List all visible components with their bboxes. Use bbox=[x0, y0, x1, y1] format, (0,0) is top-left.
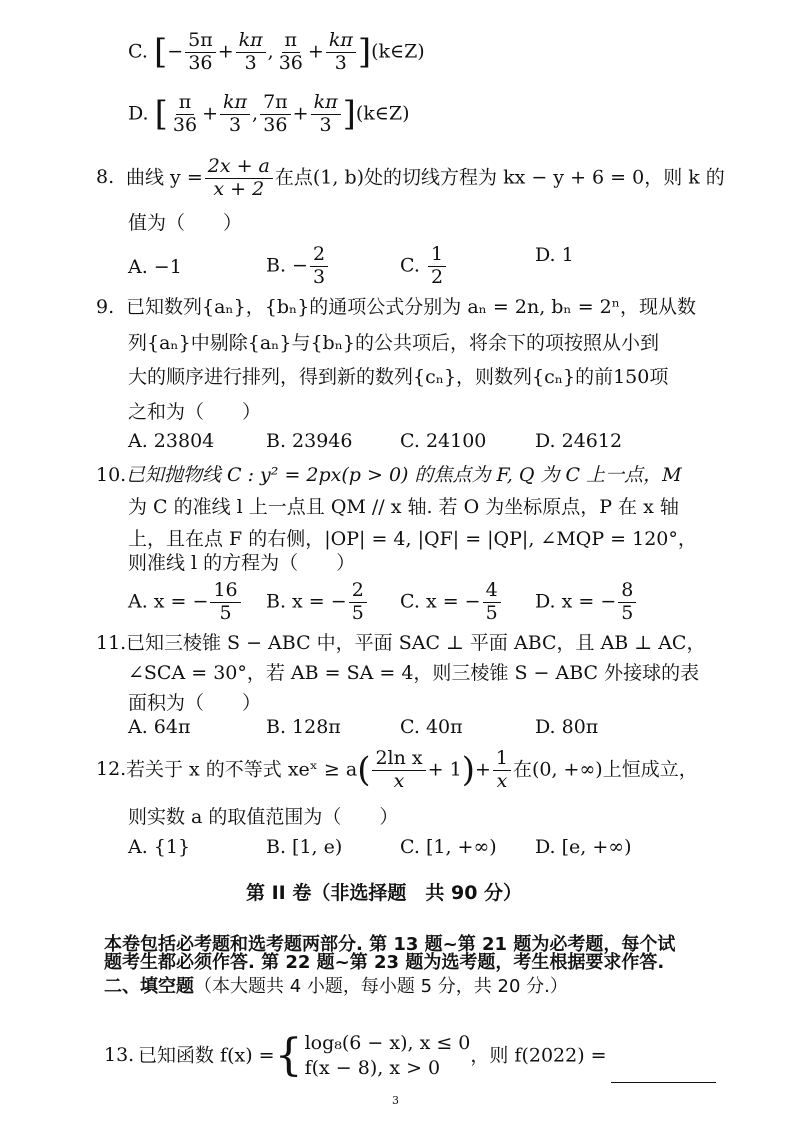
bracket: [ bbox=[154, 93, 168, 134]
q10-option-c bbox=[400, 580, 535, 625]
option-label: C. bbox=[400, 254, 420, 277]
section-title: 第 II 卷（非选择题 共 90 分） bbox=[246, 882, 523, 904]
numerator: kπ bbox=[236, 30, 266, 53]
q12-option-a: A. {1} bbox=[128, 836, 191, 858]
q12-stem: 12.若关于 x 的不等式 xeˣ ≥ a( $\frac{\text{2ln x}}{x}$ + 1)+ $\frac{1}{x}$ 在(0, +∞)上恒成立， bbox=[96, 747, 698, 792]
stem-text: 在(0, +∞)上恒成立， bbox=[512, 758, 698, 781]
numerator: π bbox=[176, 92, 195, 115]
numerator: 7π bbox=[260, 92, 291, 115]
fraction bbox=[205, 156, 273, 201]
q12-stem-line2: 则实数 a 的取值范围为（ ） bbox=[128, 806, 399, 828]
q9-options bbox=[128, 430, 622, 452]
fraction bbox=[618, 580, 636, 625]
q10-option-b bbox=[266, 580, 400, 625]
q9-stem-line2: 列{aₙ}中剔除{aₙ}与{bₙ}的公共项后，将余下的项按照从小到 bbox=[128, 332, 660, 354]
numerator: 4 bbox=[483, 580, 501, 603]
denominator: 5 bbox=[219, 601, 232, 624]
fraction bbox=[185, 30, 216, 75]
fraction bbox=[310, 244, 328, 289]
numerator: 2ln x bbox=[372, 748, 425, 771]
option-label: C. bbox=[128, 40, 148, 63]
q10-stem bbox=[96, 464, 682, 487]
numerator: kπ bbox=[311, 92, 341, 115]
bracket: ] bbox=[342, 93, 356, 134]
q8-stem bbox=[96, 156, 725, 201]
brace: { bbox=[274, 1030, 303, 1081]
q10-options bbox=[128, 580, 638, 625]
denominator: x bbox=[496, 769, 508, 792]
bracket: ] bbox=[357, 31, 372, 72]
denominator: 36 bbox=[278, 51, 303, 74]
q11-option-a: A. 64π bbox=[128, 716, 191, 738]
q9-stem bbox=[96, 296, 696, 319]
fraction bbox=[493, 748, 511, 793]
q10-option-d bbox=[535, 580, 638, 625]
option-label: B. − bbox=[266, 254, 308, 277]
numerator: 2x + a bbox=[205, 156, 273, 179]
q10-stem-line2: 为 C 的准线 l 上一点且 QM // x 轴. 若 O 为坐标原点，P 在 x 轴 bbox=[128, 496, 679, 518]
q9-option-c: C. 24100 bbox=[400, 430, 487, 452]
stem-text: 已知数列{aₙ}，{bₙ}的通项公式分别为 aₙ = 2n, bₙ = 2ⁿ，现从数 bbox=[126, 296, 696, 318]
fraction bbox=[276, 30, 306, 75]
q12-options bbox=[128, 836, 632, 858]
numerator: kπ bbox=[326, 30, 356, 53]
question-number: 13. bbox=[104, 1044, 135, 1067]
section-intro-line2-text: 题考生都必须作答. 第 22 题~第 23 题为选考题，考生根据要求作答. bbox=[104, 952, 665, 973]
numerator: kπ bbox=[220, 92, 250, 115]
denominator: x + 2 bbox=[213, 177, 265, 200]
q12-option-c: C. [1, +∞) bbox=[400, 836, 497, 858]
q11-option-b: B. 128π bbox=[266, 716, 341, 738]
denominator: 5 bbox=[351, 601, 364, 624]
denominator: 3 bbox=[228, 113, 242, 136]
q8-stem-line2: 值为（ ） bbox=[128, 212, 243, 234]
q11-options bbox=[128, 716, 598, 738]
question-number: 12. bbox=[96, 758, 127, 781]
stem-text: 已知抛物线 C : y² = 2px(p > 0) 的焦点为 F, Q 为 C 上一点，M bbox=[126, 464, 682, 486]
denominator: 36 bbox=[263, 113, 288, 136]
q12-option-d: D. [e, +∞) bbox=[535, 836, 632, 858]
q9-option-d: D. 24612 bbox=[535, 430, 623, 452]
paren: ) bbox=[461, 749, 475, 790]
q8-option-d: D. 1 bbox=[535, 244, 574, 266]
q11-option-d: D. 80π bbox=[535, 716, 599, 738]
q9-stem-line4: 之和为（ ） bbox=[128, 401, 262, 423]
denominator: 3 bbox=[312, 265, 326, 288]
q8-option-c bbox=[400, 244, 535, 289]
fill-note: （本大题共 4 小题，每小题 5 分，共 20 分.） bbox=[194, 976, 568, 997]
denominator: 5 bbox=[485, 601, 498, 624]
stem-text: ，则 f(2022) = bbox=[470, 1044, 607, 1067]
stem-text: 曲线 y = bbox=[126, 166, 203, 189]
option-label: D. x = − bbox=[535, 590, 617, 613]
stem-text: 已知三棱锥 S − ABC 中，平面 SAC ⊥ 平面 ABC，且 AB ⊥ AC， bbox=[126, 632, 706, 654]
q8-option-a: A. −1 bbox=[128, 256, 182, 278]
stem-text: 已知函数 f(x) = bbox=[138, 1044, 275, 1067]
denominator: 36 bbox=[172, 113, 198, 136]
fill-section-heading bbox=[104, 976, 568, 998]
fraction bbox=[311, 92, 341, 137]
q7-option-c: C. [− $\frac{5\pi}{36}$ + $\frac{k\pi}{3}$ , $\frac{\pi}{36}$ + $\frac{k\pi}{3}$ ](k∈Z) bbox=[128, 29, 425, 74]
fraction bbox=[260, 92, 291, 137]
case-1: log₈(6 − x), x ≤ 0 bbox=[304, 1031, 471, 1054]
q7-option-d: D. [ $\frac{\pi}{36}$ + $\frac{k\pi}{3}$ , $\frac{7\pi}{36}$ + $\frac{k\pi}{3}$ ](k∈Z) bbox=[128, 91, 410, 136]
question-number: 8. bbox=[96, 166, 115, 189]
q10-option-a bbox=[128, 580, 266, 625]
q9-option-b: B. 23946 bbox=[266, 430, 353, 452]
fraction bbox=[236, 30, 266, 75]
q13-stem bbox=[104, 1030, 716, 1083]
stem-text: 在点(1, b)处的切线方程为 kx − y + 6 = 0，则 k 的 bbox=[274, 166, 725, 189]
numerator: 1 bbox=[493, 748, 511, 771]
option-suffix: (k∈Z) bbox=[355, 102, 410, 125]
case-2: f(x − 8), x > 0 bbox=[304, 1057, 441, 1080]
denominator: 2 bbox=[430, 265, 444, 288]
denominator: 3 bbox=[319, 113, 332, 136]
fraction bbox=[170, 92, 200, 137]
q8-options bbox=[128, 244, 574, 289]
q9-stem-line3: 大的顺序进行排列，得到新的数列{cₙ}，则数列{cₙ}的前150项 bbox=[128, 366, 669, 388]
question-number: 11. bbox=[96, 632, 127, 654]
numerator: π bbox=[282, 30, 301, 53]
q11-stem-line2: ∠SCA = 30°，若 AB = SA = 4，则三棱锥 S − ABC 外接球的表 bbox=[128, 662, 700, 684]
option-label: A. x = − bbox=[128, 590, 209, 613]
question-number: 10. bbox=[96, 464, 127, 486]
numerator: 2 bbox=[349, 580, 367, 603]
option-suffix: (k∈Z) bbox=[371, 40, 425, 63]
fraction bbox=[483, 580, 501, 625]
q9-option-a: A. 23804 bbox=[128, 430, 215, 452]
denominator: 3 bbox=[244, 51, 257, 74]
option-label: B. x = − bbox=[266, 590, 347, 613]
piecewise-cases bbox=[305, 1031, 471, 1082]
q10-stem-line3: 上，且在点 F 的右侧，|OP| = 4, |QF| = |QP|, ∠MQP = 120°， bbox=[128, 528, 697, 550]
numerator: 16 bbox=[210, 580, 240, 603]
q10-stem-line4: 则准线 l 的方程为（ ） bbox=[128, 552, 356, 574]
section-intro-line1: 本卷包括必考题和选考题两部分. 第 13 题~第 21 题为必考题，每个试 bbox=[104, 934, 676, 955]
fraction bbox=[349, 580, 367, 625]
option-label: D. bbox=[128, 102, 149, 125]
q8-option-b bbox=[266, 244, 400, 289]
numerator: 5π bbox=[185, 30, 216, 53]
q11-stem bbox=[96, 632, 705, 655]
question-number: 9. bbox=[96, 296, 115, 318]
bracket: [ bbox=[153, 31, 168, 72]
denominator: 36 bbox=[188, 51, 213, 74]
stem-text: + 1 bbox=[427, 758, 462, 781]
stem-text: 若关于 x 的不等式 xeˣ ≥ a bbox=[126, 758, 358, 781]
paren: ( bbox=[357, 749, 371, 790]
option-label: C. x = − bbox=[400, 590, 481, 613]
fraction bbox=[220, 92, 250, 137]
numerator: 2 bbox=[310, 244, 328, 267]
answer-blank[interactable] bbox=[611, 1064, 716, 1083]
fraction bbox=[326, 30, 356, 75]
q11-option-c: C. 40π bbox=[400, 716, 463, 738]
fraction bbox=[428, 244, 446, 289]
fraction bbox=[210, 580, 240, 625]
fill-title: 二、填空题 bbox=[104, 976, 194, 997]
numerator: 1 bbox=[428, 244, 446, 267]
fraction bbox=[372, 748, 425, 793]
q11-stem-line3: 面积为（ ） bbox=[128, 692, 262, 714]
numerator: 8 bbox=[618, 580, 636, 603]
denominator: 5 bbox=[621, 601, 634, 624]
q12-option-b: B. [1, e) bbox=[266, 836, 343, 858]
denominator: 3 bbox=[334, 51, 347, 74]
page-number: 3 bbox=[392, 1094, 399, 1107]
denominator: x bbox=[393, 769, 405, 792]
